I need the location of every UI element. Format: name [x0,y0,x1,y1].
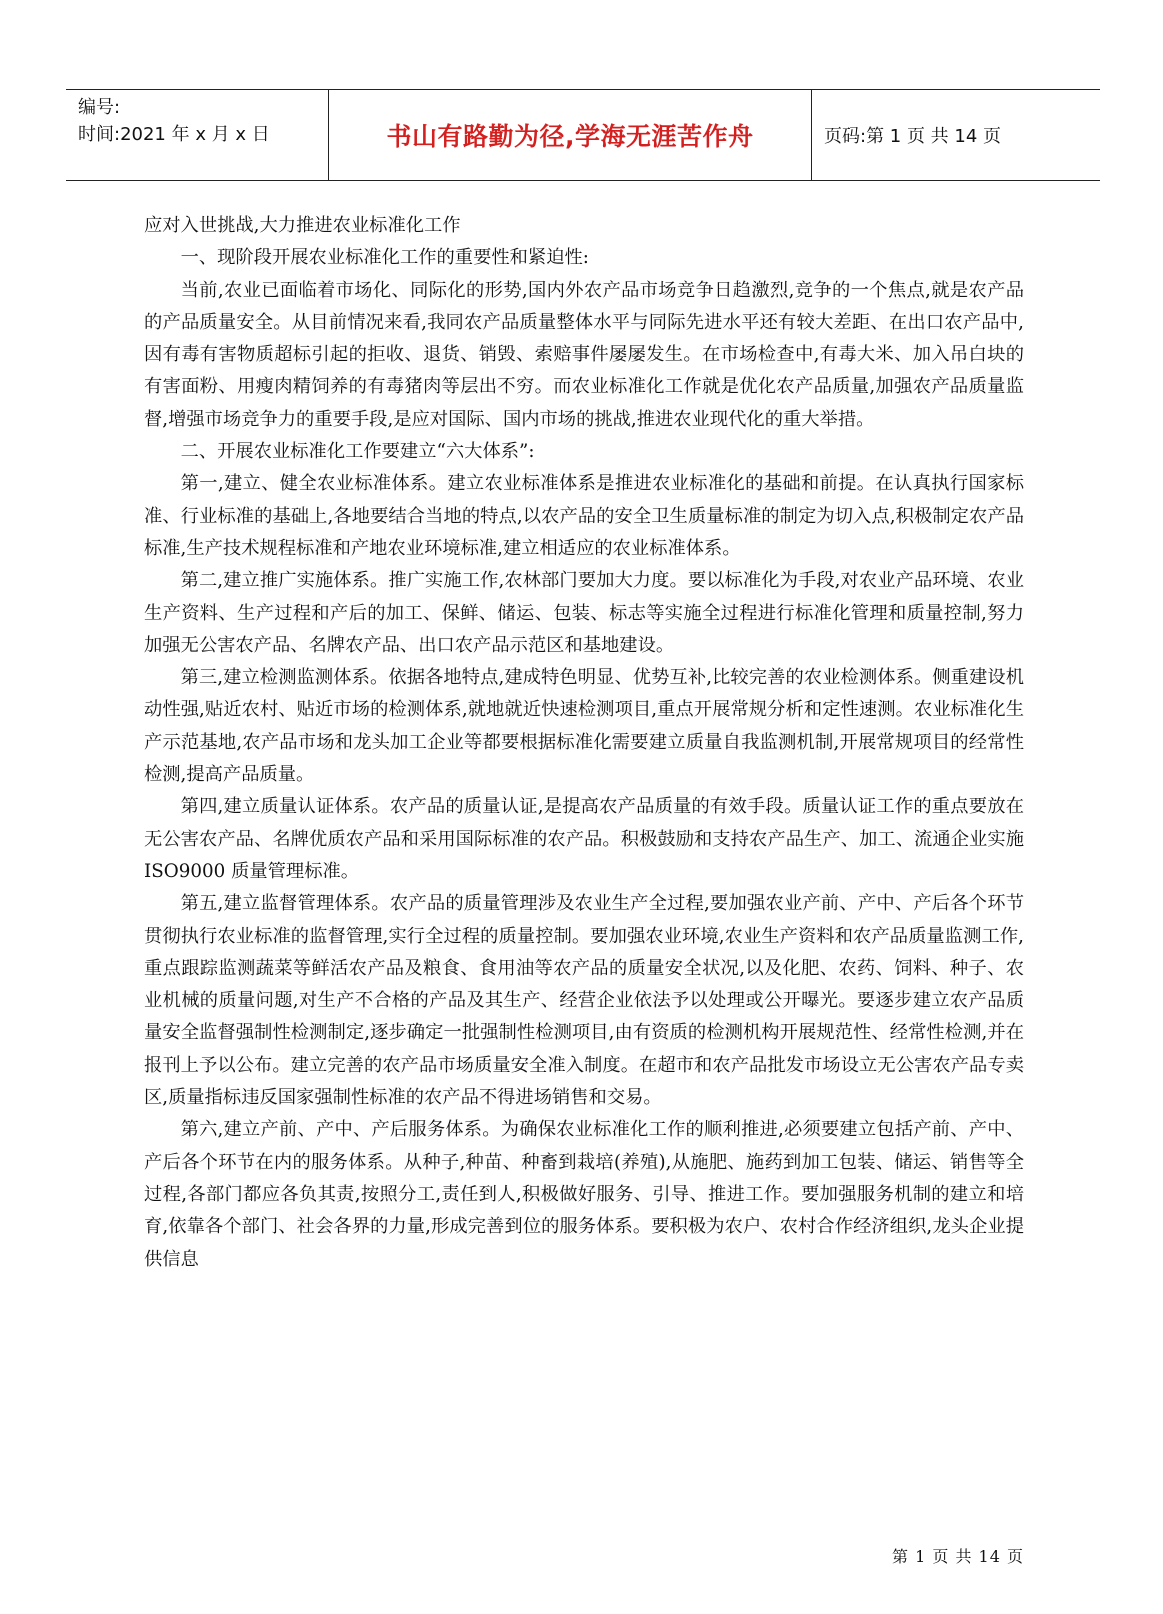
footer-page-number: 第 1 页 共 14 页 [892,1547,1024,1566]
paragraph: 第一,建立、健全农业标准体系。建立农业标准体系是推进农业标准化的基础和前提。在认真执行国家标准、行业标准的基础上,各地要结合当地的特点,以农产品的安全卫生质量标准的制定为切入点,积极制定农产品标准,生产技术规程标准和产地农业环境标准,建立相适应的农业标准体系。 [144,473,1024,559]
paragraph: 二、开展农业标准化工作要建立“六大体系”: [180,441,535,463]
header-motto-cell [329,90,812,180]
document-number-label: 编号: [78,97,121,118]
page-footer [0,1544,1024,1567]
document-time-label: 时间:2021 年 x 月 x 日 [78,124,270,145]
header-meta [66,90,329,180]
document-title: 应对入世挑战,大力推进农业标准化工作 [144,215,461,236]
paragraph: 第三,建立检测监测体系。依据各地特点,建成特色明显、优势互补,比较完善的农业检测体系。侧重建设机动性强,贴近农村、贴近市场的检测体系,就地就近快速检测项目,重点开展常规分析和定性速测。农业标准化生产示范基地,农产品市场和龙头加工企业等都要根据标准化需要建立质量自我监测机制,开展常规项目的经常性检测,提高产品质量。 [144,667,1024,786]
header-page-info-cell [812,90,1100,180]
document-body [144,210,1024,1276]
header-motto: 书山有路勤为径,学海无涯苦作舟 [386,122,754,151]
paragraph: 第六,建立产前、产中、产后服务体系。为确保农业标准化工作的顺利推进,必须要建立包括产前、产中、产后各个环节在内的服务体系。从种子,种苗、种畜到栽培(养殖),从施肥、施药到加工包装、储运、销售等全过程,各部门都应各负其责,按照分工,责任到人,积极做好服务、引导、推进工作。要加强服务机制的建立和培育,依靠各个部门、社会各界的力量,形成完善到位的服务体系。要积极为农户、农村合作经济组织,龙头企业提供信息 [144,1119,1024,1270]
document-header [66,89,1100,181]
paragraph: 第四,建立质量认证体系。农产品的质量认证,是提高农产品质量的有效手段。质量认证工作的重点要放在无公害农产品、名牌优质农产品和采用国际标准的农产品。积极鼓励和支持农产品生产、加工、流通企业实施 ISO9000 质量管理标准。 [144,796,1024,882]
header-page-info: 页码:第 1 页 共 14 页 [824,126,1002,147]
paragraph: 当前,农业已面临着市场化、同际化的形势,国内外农产品市场竞争日趋激烈,竞争的一个焦点,就是农产品的产品质量安全。从目前情况来看,我同农产品质量整体水平与同际先进水平还有较大差距、在出口农产品中,因有毒有害物质超标引起的拒收、退货、销毁、索赔事件屡屡发生。在市场检查中,有毒大米、加入吊白块的有害面粉、用瘦肉精饲养的有毒猪肉等层出不穷。而农业标准化工作就是优化农产品质量,加强农产品质量监督,增强市场竞争力的重要手段,是应对国际、国内市场的挑战,推进农业现代化的重大举措。 [144,279,1024,430]
paragraph: 第二,建立推广实施体系。推广实施工作,农林部门要加大力度。要以标准化为手段,对农业产品环境、农业生产资料、生产过程和产后的加工、保鲜、储运、包装、标志等实施全过程进行标准化管理和质量控制,努力加强无公害农产品、名牌农产品、出口农产品示范区和基地建设。 [144,570,1024,656]
paragraph: 一、现阶段开展农业标准化工作的重要性和紧迫性: [180,247,589,269]
paragraph: 第五,建立监督管理体系。农产品的质量管理涉及农业生产全过程,要加强农业产前、产中、产后各个环节贯彻执行农业标准的监督管理,实行全过程的质量控制。要加强农业环境,农业生产资料和农产品质量监测工作,重点跟踪监测蔬菜等鲜活农产品及粮食、食用油等农产品的质量安全状况,以及化肥、农药、饲料、种子、农业机械的质量问题,对生产不合格的产品及其生产、经营企业依法予以处理或公开曝光。要逐步建立农产品质量安全监督强制性检测制定,逐步确定一批强制性检测项目,由有资质的检测机构开展规范性、经常性检测,并在报刊上予以公布。建立完善的农产品市场质量安全准入制度。在超市和农产品批发市场设立无公害农产品专卖区,质量指标违反国家强制性标准的农产品不得进场销售和交易。 [144,893,1024,1109]
